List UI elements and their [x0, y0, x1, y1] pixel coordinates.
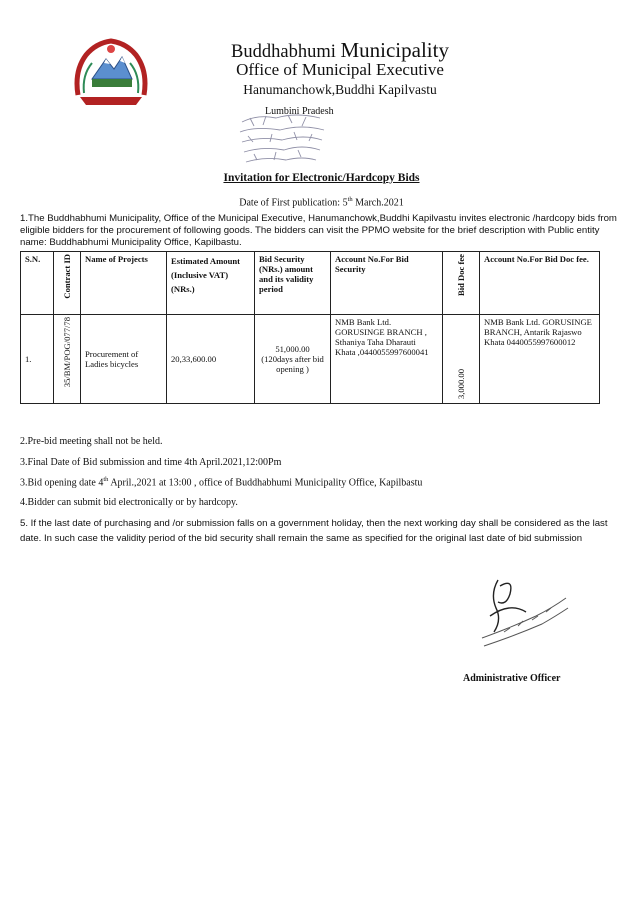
office-name: Office of Municipal Executive — [236, 60, 444, 79]
point-prebid: 2.Pre-bid meeting shall not be held. — [20, 436, 163, 447]
table-header-row — [21, 252, 600, 315]
header-account-doc-fee: Account No.For Bid Doc fee. — [480, 252, 600, 315]
header-contract-id: Contract ID — [54, 252, 81, 315]
cell-project: Procurement of Ladies bicycles — [81, 315, 167, 404]
signatory-title: Administrative Officer — [463, 673, 561, 684]
point-submission-date: 3.Final Date of Bid submission and time 4th April.2021,12:00Pm — [20, 457, 282, 468]
point-submission-mode: 4.Bidder can submit bid electronically or by hardcopy. — [20, 497, 238, 508]
municipality-name: Buddhabhumi Municipality — [231, 38, 449, 62]
office-address: Hanumanchowk,Buddhi Kapilvastu — [243, 82, 437, 97]
header-amount: Estimated Amount (Inclusive VAT) (NRs.) — [167, 252, 255, 315]
point-holiday-clause: 5. If the last date of purchasing and /or submission falls on a government holiday, then the next working day shall be considered as the last date. In such case the validity period of the bid security shall remain the same as specified for the original last date of bid submission — [20, 518, 608, 544]
header-sn: S.N. — [21, 252, 54, 315]
invitation-paragraph: 1.The Buddhabhumi Municipality, Office of the Municipal Executive, Hanumanchowk,Buddhi Kapilvastu invites electronic /hardcopy bids from eligible bidders for the procurement of following goods. The bidders can visit the PPMO website for the brief description with Public entity name: Buddhabhumi Municipality Office, Kapilbastu. — [20, 213, 617, 249]
cell-bid-security: 51,000.00 (120days after bid opening ) — [255, 315, 331, 404]
header-bid-security: Bid Security (NRs.) amount and its validity period — [255, 252, 331, 315]
cell-amount: 20,33,600.00 — [167, 315, 255, 404]
cell-sn: 1. — [21, 315, 54, 404]
cell-contract-id: 35/BM/POG/077/78 — [54, 315, 81, 404]
municipality-emblem — [70, 35, 152, 107]
signature — [470, 572, 580, 654]
cell-account-security: NMB Bank Ltd. GORUSINGE BRANCH , Sthaniya Taha Dharauti Khata ,0440055997600041 — [331, 315, 443, 404]
cell-account-doc-fee: NMB Bank Ltd. GORUSINGE BRANCH, Antarik Rajaswo Khata 0440055997600012 — [480, 315, 600, 404]
cell-doc-fee: 3,000.00 — [443, 315, 480, 404]
header-doc-fee: Bid Doc fee — [443, 252, 480, 315]
bid-table — [20, 251, 600, 404]
table-row — [21, 315, 600, 404]
office-stamp — [236, 108, 328, 170]
publication-date: Date of First publication: 5th March.2021 — [239, 196, 404, 209]
header-project: Name of Projects — [81, 252, 167, 315]
point-opening-date: 3.Bid opening date 4th April.,2021 at 13:00 , office of Buddhabhumi Municipality Office, Kapilbastu — [20, 476, 423, 489]
office-province: Lumbini Pradesh — [265, 106, 334, 117]
notice-title: Invitation for Electronic/Hardcopy Bids — [223, 172, 420, 184]
header-account-security: Account No.For Bid Security — [331, 252, 443, 315]
